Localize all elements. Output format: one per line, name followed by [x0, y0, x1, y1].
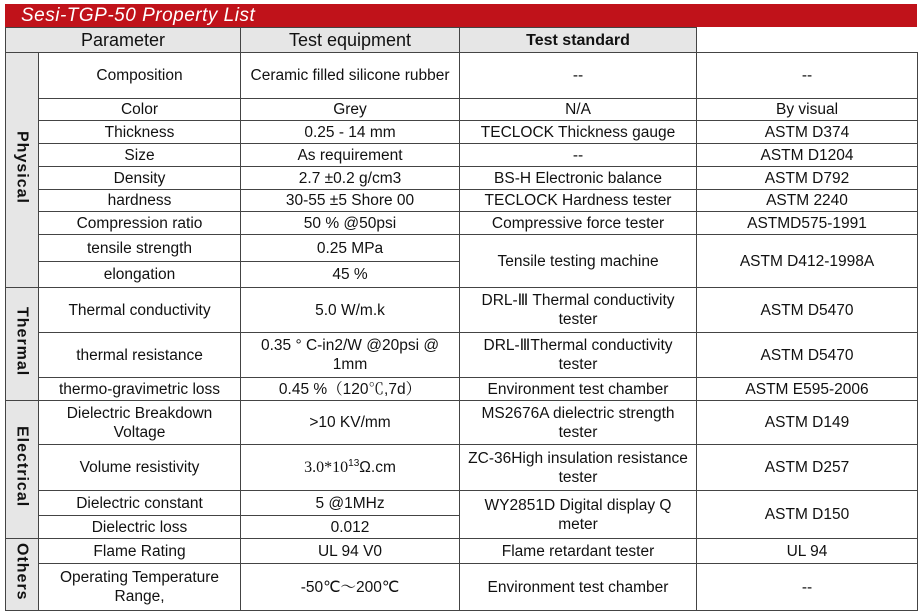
standard-cell: ASTM D412-1998A — [697, 235, 918, 288]
value-cell: 0.35 ° C-in2/W @20psi @ 1mm — [241, 333, 460, 378]
param-cell: Thickness — [39, 121, 241, 144]
param-cell: tensile strength — [39, 235, 241, 262]
standard-cell: ASTM D5470 — [697, 288, 918, 333]
param-cell: Composition — [39, 53, 241, 99]
value-cell: 30-55 ±5 Shore 00 — [241, 190, 460, 212]
equipment-cell: TECLOCK Hardness tester — [460, 190, 697, 212]
value-cell: 0.25 - 14 mm — [241, 121, 460, 144]
param-cell: Flame Rating — [39, 539, 241, 564]
value-cell: 5 @1MHz — [241, 491, 460, 516]
header-equipment: Test equipment — [241, 28, 460, 53]
table-row — [6, 121, 918, 144]
standard-cell: ASTMD575-1991 — [697, 212, 918, 235]
standard-cell: ASTM D257 — [697, 445, 918, 491]
equipment-cell: Environment test chamber — [460, 564, 697, 611]
value-cell: -50℃～200℃ — [241, 564, 460, 611]
equipment-cell: BS-H Electronic balance — [460, 167, 697, 190]
value-cell: 0.012 — [241, 516, 460, 539]
value-cell: 0.45 %（120℃,7d） — [241, 378, 460, 401]
param-cell: elongation — [39, 262, 241, 288]
category-thermal — [6, 288, 39, 401]
equipment-cell: Compressive force tester — [460, 212, 697, 235]
value-cell: 50 % @50psi — [241, 212, 460, 235]
value-cell: >10 KV/mm — [241, 401, 460, 445]
table-row — [6, 491, 918, 516]
table-row — [6, 53, 918, 99]
param-cell: Density — [39, 167, 241, 190]
equipment-cell: DRL-Ⅲ Thermal conductivity tester — [460, 288, 697, 333]
value-unit: Ω.cm — [359, 459, 396, 476]
category-label: Thermal — [13, 306, 31, 377]
equipment-cell: -- — [460, 53, 697, 99]
category-physical — [6, 53, 39, 288]
table-row — [6, 401, 918, 445]
standard-cell: ASTM D150 — [697, 491, 918, 539]
value-cell: 2.7 ±0.2 g/cm3 — [241, 167, 460, 190]
param-cell: thermal resistance — [39, 333, 241, 378]
table-title: Sesi-TGP-50 Property List — [21, 5, 256, 26]
category-label: Others — [13, 543, 31, 601]
table-row — [6, 190, 918, 212]
standard-cell: ASTM D1204 — [697, 144, 918, 167]
category-electrical — [6, 401, 39, 539]
table-row — [6, 378, 918, 401]
value-cell — [241, 445, 460, 491]
param-cell: Size — [39, 144, 241, 167]
equipment-cell: WY2851D Digital display Q meter — [460, 491, 697, 539]
equipment-cell: TECLOCK Thickness gauge — [460, 121, 697, 144]
table-row — [6, 144, 918, 167]
table-row — [6, 445, 918, 491]
value-cell: Grey — [241, 99, 460, 121]
param-cell: Color — [39, 99, 241, 121]
param-cell: Dielectric constant — [39, 491, 241, 516]
table-row — [6, 167, 918, 190]
property-table — [5, 27, 918, 611]
param-cell: Compression ratio — [39, 212, 241, 235]
param-cell: Thermal conductivity — [39, 288, 241, 333]
param-cell: Volume resistivity — [39, 445, 241, 491]
category-label: Physical — [13, 131, 31, 204]
standard-cell: -- — [697, 53, 918, 99]
standard-cell: ASTM D149 — [697, 401, 918, 445]
param-cell: thermo-gravimetric loss — [39, 378, 241, 401]
standard-cell: By visual — [697, 99, 918, 121]
table-row — [6, 564, 918, 611]
equipment-cell: -- — [460, 144, 697, 167]
value-cell: Ceramic filled silicone rubber — [241, 53, 460, 99]
param-cell: hardness — [39, 190, 241, 212]
param-cell: Dielectric loss — [39, 516, 241, 539]
table-row — [6, 99, 918, 121]
standard-cell: ASTM D5470 — [697, 333, 918, 378]
equipment-cell: DRL-ⅢThermal conductivity tester — [460, 333, 697, 378]
equipment-cell: Flame retardant tester — [460, 539, 697, 564]
table-row — [6, 333, 918, 378]
value-cell: 5.0 W/m.k — [241, 288, 460, 333]
param-cell: Operating Temperature Range, — [39, 564, 241, 611]
category-label: Electrical — [13, 426, 31, 508]
title-bar — [5, 4, 917, 27]
value-cell: 45 % — [241, 262, 460, 288]
equipment-cell: Tensile testing machine — [460, 235, 697, 288]
equipment-cell: MS2676A dielectric strength tester — [460, 401, 697, 445]
table-row — [6, 288, 918, 333]
header-standard: Test standard — [460, 28, 697, 53]
standard-cell: ASTM 2240 — [697, 190, 918, 212]
category-others — [6, 539, 39, 611]
standard-cell: ASTM E595-2006 — [697, 378, 918, 401]
header-parameter: Parameter — [6, 28, 241, 53]
equipment-cell: ZC-36High insulation resistance tester — [460, 445, 697, 491]
standard-cell: ASTM D374 — [697, 121, 918, 144]
standard-cell: -- — [697, 564, 918, 611]
table-row — [6, 539, 918, 564]
value-cell: UL 94 V0 — [241, 539, 460, 564]
standard-cell: UL 94 — [697, 539, 918, 564]
equipment-cell: N/A — [460, 99, 697, 121]
value-exponent: 13 — [348, 457, 360, 469]
value-cell: 0.25 MPa — [241, 235, 460, 262]
param-cell: Dielectric Breakdown Voltage — [39, 401, 241, 445]
equipment-cell: Environment test chamber — [460, 378, 697, 401]
value-base: 3.0*10 — [304, 459, 349, 476]
header-row — [6, 28, 918, 53]
standard-cell: ASTM D792 — [697, 167, 918, 190]
value-cell: As requirement — [241, 144, 460, 167]
table-row — [6, 235, 918, 262]
table-row — [6, 212, 918, 235]
